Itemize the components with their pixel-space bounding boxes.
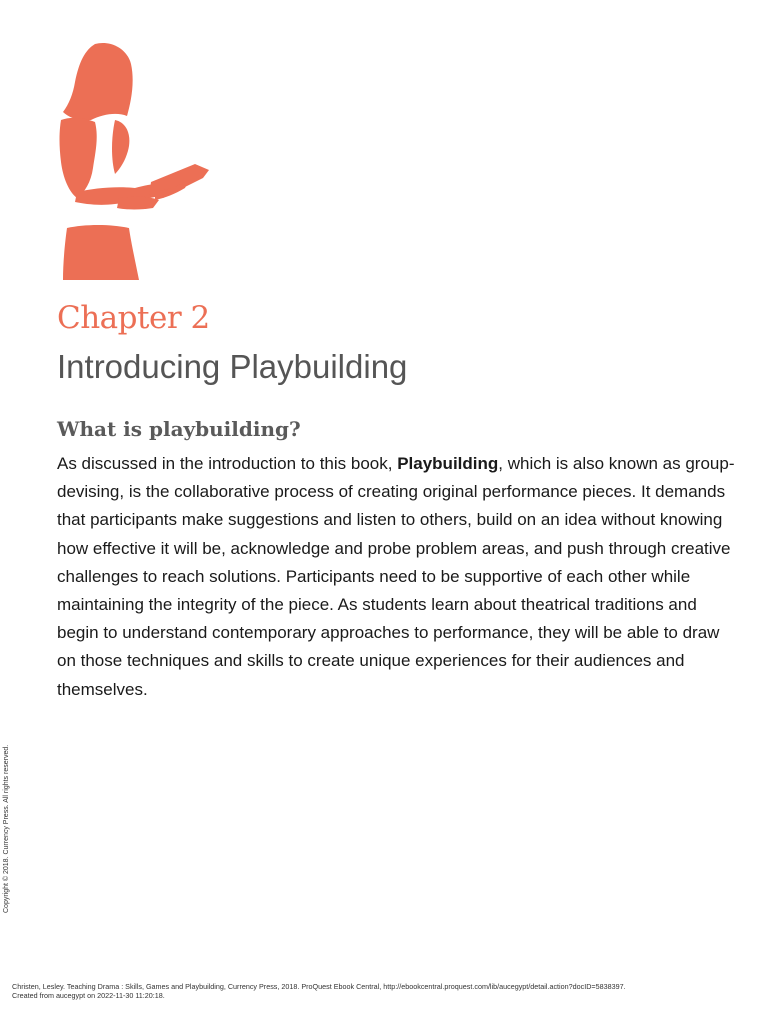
section-heading: What is playbuilding?: [57, 417, 301, 441]
footer-created-line: Created from aucegypt on 2022-11-30 11:20:18.: [12, 991, 165, 1000]
footer-citation-line: Christen, Lesley. Teaching Drama : Skills, Games and Playbuilding, Currency Press, 2018. ProQuest Ebook Central, http://ebookcentral.proquest.com/lib/aucegypt/detail.action?docID=5838397.: [12, 982, 626, 991]
bold-term-playbuilding: Playbuilding: [397, 454, 499, 473]
body-text-intro: As discussed in the introduction to this book,: [57, 454, 398, 473]
side-copyright-notice: Copyright © 2018. Currency Press. All rights reserved.: [3, 744, 10, 913]
woman-reading-book-silhouette-icon: [55, 42, 215, 282]
body-text-rest: , which is also known as group-devising, is the collaborative process of creating original performance pieces. It demands that participants make suggestions and listen to others, build on an idea without knowing how effective it will be, acknowledge and probe problem areas, and push through creative challenges to reach solutions. Participants need to be supportive of each other while maintaining the integrity of the piece. As students learn about theatrical traditions and begin to understand contemporary approaches to performance, they will be able to draw on those techniques and skills to create unique experiences for their audiences and themselves.: [57, 454, 735, 699]
chapter-title: Introducing Playbuilding: [57, 348, 408, 385]
body-paragraph: [57, 450, 737, 704]
footer-citation: [12, 982, 626, 1000]
chapter-label: Chapter 2: [57, 300, 210, 336]
